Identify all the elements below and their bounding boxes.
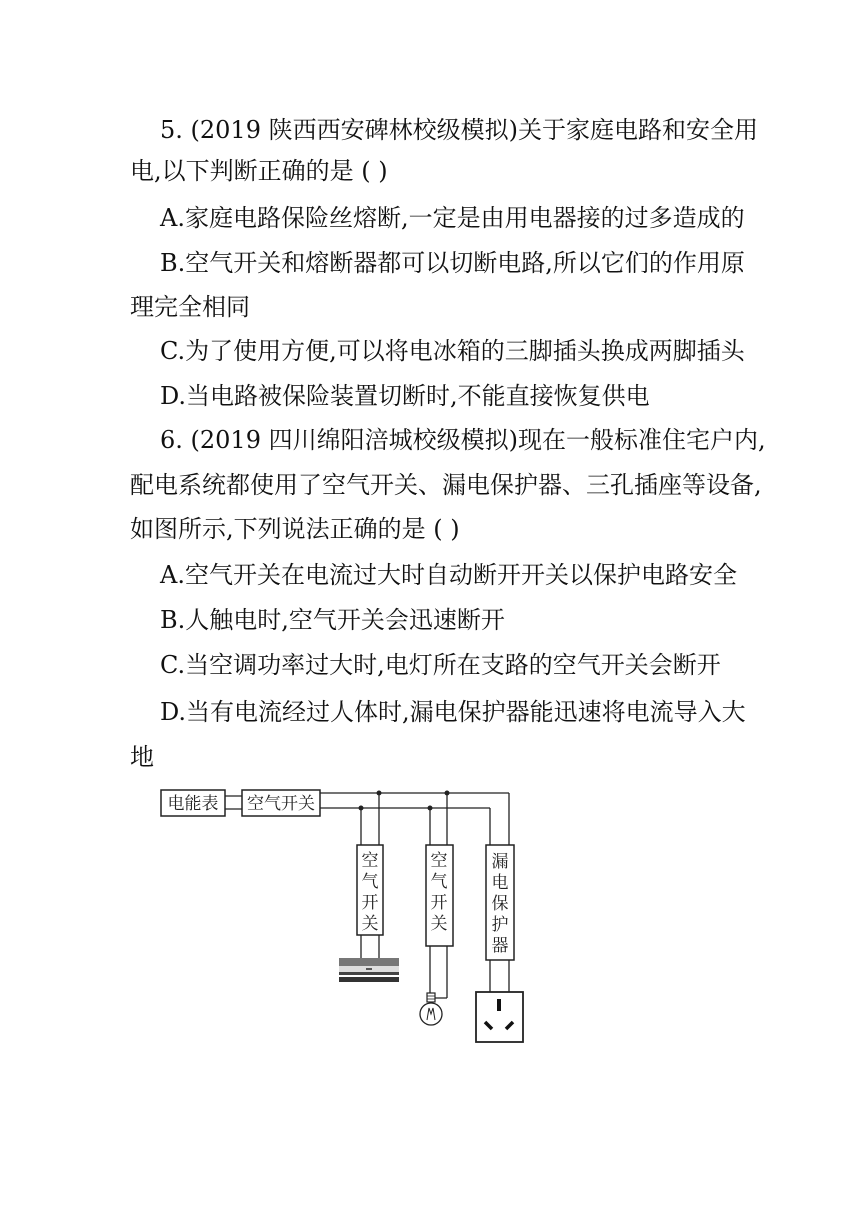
three-hole-socket-icon xyxy=(476,992,523,1042)
branch-1-char-3: 开 xyxy=(361,893,379,913)
protector-char-5: 器 xyxy=(491,936,509,956)
question-6-line-3: 如图所示,下列说法正确的是 ( ) xyxy=(130,515,460,543)
option-5b-line-1: B.空气开关和熔断器都可以切断电路,所以它们的作用原 xyxy=(160,249,745,277)
question-6-line-1: 6. (2019 四川绵阳涪城校级模拟)现在一般标准住宅户内, xyxy=(160,426,766,454)
option-5c: C.为了使用方便,可以将电冰箱的三脚插头换成两脚插头 xyxy=(160,337,745,365)
branch-2-char-1: 空 xyxy=(430,851,448,871)
protector-char-4: 护 xyxy=(491,915,509,935)
air-conditioner-icon xyxy=(339,958,399,982)
option-6a: A.空气开关在电流过大时自动断开开关以保护电路安全 xyxy=(160,561,737,589)
question-5-line-1: 5. (2019 陕西西安碑林校级模拟)关于家庭电路和安全用 xyxy=(160,116,758,144)
circuit-diagram xyxy=(150,780,550,1055)
option-5d: D.当电路被保险装置切断时,不能直接恢复供电 xyxy=(160,382,650,410)
branch-2-char-2: 气 xyxy=(430,872,448,892)
branch-2-char-4: 关 xyxy=(430,914,448,934)
option-5b-line-2: 理完全相同 xyxy=(130,293,250,321)
option-6d-line-1: D.当有电流经过人体时,漏电保护器能迅速将电流导入大 xyxy=(160,698,746,726)
branch-1-char-2: 气 xyxy=(361,872,379,892)
branch-1-char-1: 空 xyxy=(361,851,379,871)
main-switch-label: 空气开关 xyxy=(247,794,315,814)
question-5-line-2: 电,以下判断正确的是 ( ) xyxy=(130,157,388,185)
option-6b: B.人触电时,空气开关会迅速断开 xyxy=(160,606,505,634)
branch-1-char-4: 关 xyxy=(361,914,379,934)
meter-label: 电能表 xyxy=(167,794,219,814)
option-6c: C.当空调功率过大时,电灯所在支路的空气开关会断开 xyxy=(160,651,721,679)
option-5a: A.家庭电路保险丝熔断,一定是由用电器接的过多造成的 xyxy=(160,204,745,232)
branch-2-char-3: 开 xyxy=(430,893,448,913)
protector-char-1: 漏 xyxy=(491,852,509,872)
protector-char-3: 保 xyxy=(491,894,509,914)
question-6-line-2: 配电系统都使用了空气开关、漏电保护器、三孔插座等设备, xyxy=(130,471,762,499)
option-6d-line-2: 地 xyxy=(130,743,154,771)
protector-char-2: 电 xyxy=(491,873,509,893)
